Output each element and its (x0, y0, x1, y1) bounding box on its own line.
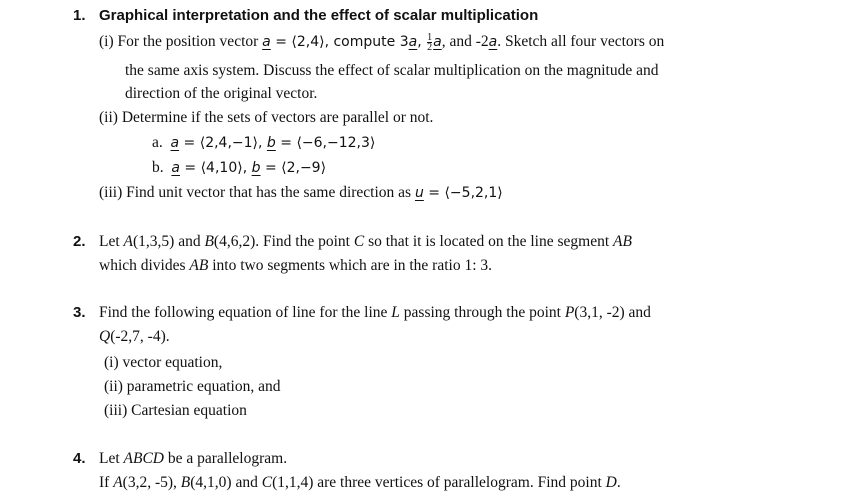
q2-text: so that it is located on the line segment (364, 233, 614, 250)
vector-a: a (433, 34, 442, 50)
q1-part-ii-text: Determine if the sets of vectors are parallel or not. (121, 109, 434, 126)
q3-text: Find the following equation of line for the line (99, 304, 392, 321)
question-3-number: 3. (73, 304, 86, 321)
question-4-number: 4. (73, 450, 86, 467)
vector-u: u (414, 185, 424, 201)
point-p: P (564, 304, 575, 321)
q4-text: be a parallelogram. (164, 450, 288, 467)
q1-part-ii-b-label: b. (152, 159, 164, 176)
q1-part-i-label: (i) (99, 33, 114, 50)
q1-part-iii-line (99, 183, 503, 203)
point-c: C (353, 233, 365, 250)
q1-part-ii-b-math2: = ⟨2,−9⟩ (260, 160, 327, 176)
parallelogram-abcd: ABCD (123, 450, 164, 467)
q1-part-ii-a (152, 133, 375, 153)
q1-part-ii-b (152, 158, 326, 178)
segment-ab: AB (613, 233, 632, 250)
q1-part-i-after: . Sketch all four vectors on (497, 33, 665, 50)
question-1-title: Graphical interpretation and the effect of scalar multiplication (99, 7, 539, 24)
fraction-one-half (427, 33, 432, 52)
q1-part-i-and: , and -2 (441, 33, 489, 50)
q4-line2 (99, 473, 621, 493)
q2-text: into two segments which are in the ratio 1: 3. (208, 257, 493, 274)
q3-text: (3,1, -2) and (574, 304, 651, 321)
q2-text: Let (99, 233, 124, 250)
q1-part-i-line1: (i) For the position vector a = ⟨2,4⟩, compute 3a, $\frac{1}{2}$ a, and -2a. Sketch all four vectors on (99, 31, 665, 53)
q2-line1 (99, 232, 632, 252)
q2-text: (1,3,5) and (133, 233, 205, 250)
q1-part-i-line2: the same axis system. Discuss the effect of scalar multiplication on the magnitude and (125, 62, 659, 79)
vector-b: b (251, 160, 261, 176)
vector-a: a (171, 160, 180, 176)
q1-part-iii-math: = ⟨−5,2,1⟩ (423, 185, 503, 201)
q4-text: (4,1,0) and (190, 474, 262, 491)
segment-ab: AB (189, 257, 209, 274)
q4-text: (1,1,4) are three vertices of parallelogram. Find point (272, 474, 606, 491)
frac-denominator: 2 (427, 41, 433, 53)
q1-part-i-eq: = ⟨2,4⟩, compute 3 (270, 34, 409, 50)
q1-part-ii-label: (ii) (99, 109, 118, 126)
question-1-number: 1. (73, 7, 86, 24)
q4-text: If (99, 474, 114, 491)
q3-text: passing through the point (399, 304, 565, 321)
point-q: Q (99, 328, 111, 345)
point-a: A (113, 474, 123, 491)
point-c: C (261, 474, 273, 491)
vector-a: a (170, 135, 180, 151)
line-l: L (391, 304, 400, 321)
q2-line2 (99, 256, 492, 276)
point-b: B (204, 233, 214, 250)
q1-part-iii-label: (iii) (99, 184, 123, 201)
point-d: D (605, 474, 617, 491)
q4-text: Let (99, 450, 124, 467)
question-2-number: 2. (73, 233, 86, 250)
vector-a: a (408, 34, 418, 50)
q2-text: (4,6,2). Find the point (213, 233, 354, 250)
q3-line2 (99, 327, 170, 347)
q4-text: . (616, 474, 621, 491)
q1-part-ii-a-math2: = ⟨−6,−12,3⟩ (275, 135, 376, 151)
q1-part-i-lead: For the position vector (117, 33, 259, 50)
point-b: B (180, 474, 191, 491)
vector-a: a (488, 34, 498, 50)
vector-b: b (266, 135, 276, 151)
q3-text: (-2,7, -4). (110, 328, 170, 345)
q2-text: which divides (99, 257, 190, 274)
vector-a: a (262, 34, 271, 50)
q1-part-ii-a-math1: = ⟨2,4,−1⟩, (179, 135, 267, 151)
q1-part-ii-b-math1: = ⟨4,10⟩, (179, 160, 252, 176)
q3-item-1: (i) vector equation, (104, 354, 223, 371)
q3-item-3: (iii) Cartesian equation (104, 402, 247, 419)
q4-text: (3,2, -5), (122, 474, 181, 491)
q1-part-ii-a-label: a. (152, 134, 163, 151)
q1-part-i-line3: direction of the original vector. (125, 85, 318, 102)
frac-numerator: 1 (427, 31, 433, 43)
q4-line1 (99, 449, 287, 469)
q3-line1 (99, 303, 651, 323)
q1-part-iii-text: Find unit vector that has the same direction as (126, 184, 415, 201)
point-a: A (123, 233, 133, 250)
q1-part-ii-line (99, 108, 433, 128)
q3-item-2: (ii) parametric equation, and (104, 378, 281, 395)
